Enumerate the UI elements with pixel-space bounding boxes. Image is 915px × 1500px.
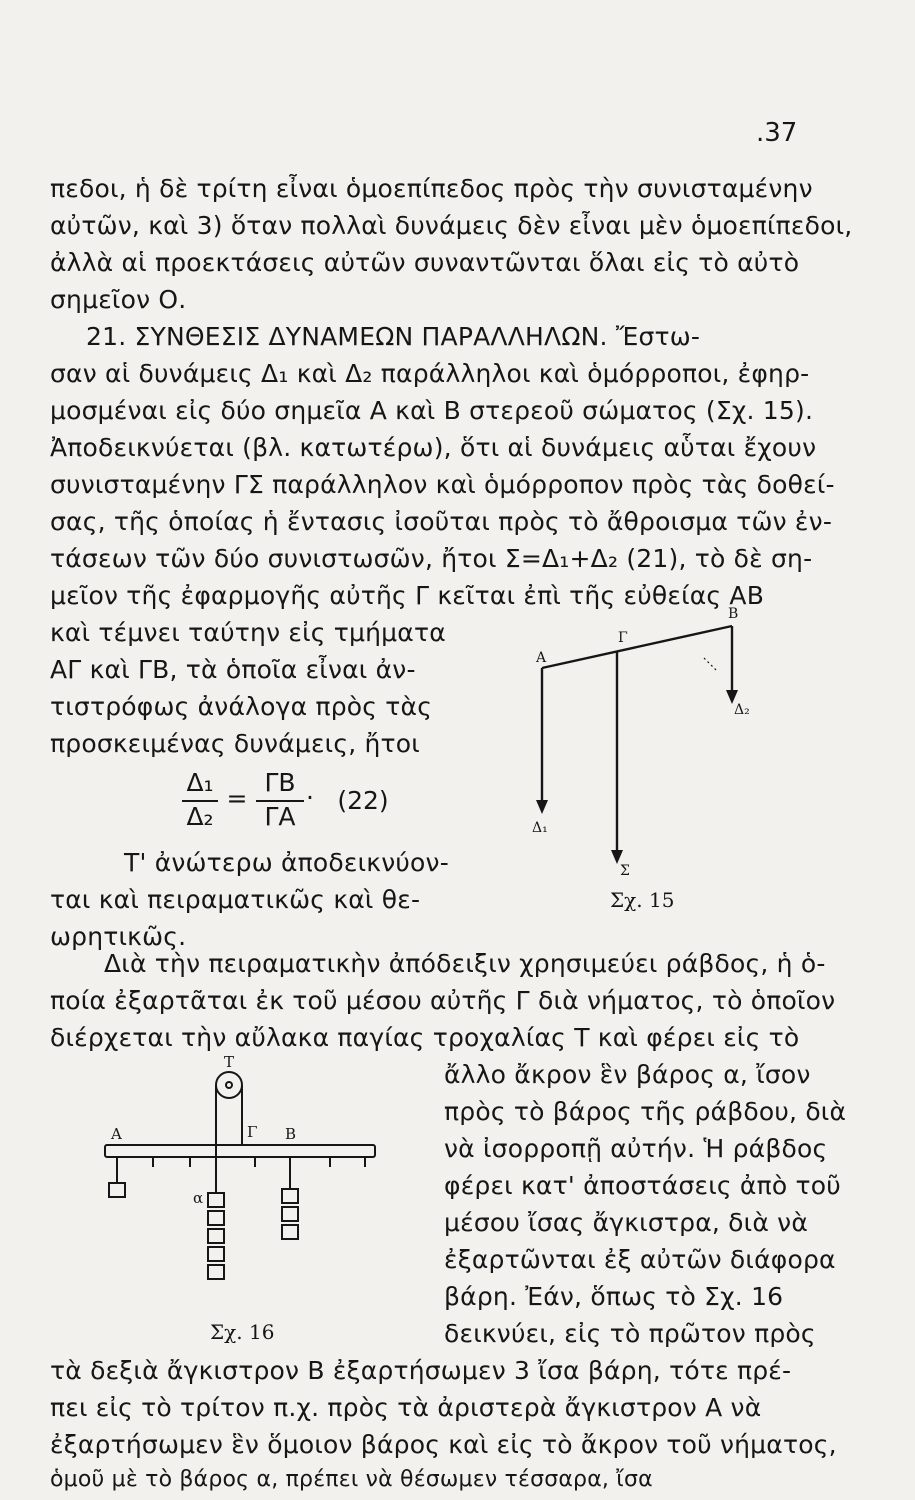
weight-string-2 (208, 1229, 224, 1243)
text-line: ἄλλο ἄκρον ἓν βάρος α, ἴσον (444, 1060, 811, 1089)
fig15-label-S: Σ (620, 863, 630, 879)
text-line: σαν αἱ δυνάμεις Δ₁ καὶ Δ₂ παράλληλοι καὶ ὁμόρροποι, ἐφηρ- (50, 359, 810, 388)
fig16-label-B: Β (285, 1125, 297, 1143)
fig16-label-G: Γ (247, 1123, 258, 1141)
rod (105, 1145, 375, 1157)
fig15-caption: Σχ. 15 (610, 888, 675, 912)
weight-right-2 (282, 1207, 298, 1221)
weight-right-3 (282, 1225, 298, 1239)
text-line: σας, τῆς ὁποίας ἡ ἔντασις ἰσοῦται πρὸς τὸ ἄθροισμα τῶν ἐν- (50, 507, 833, 536)
text-line: ἀλλὰ αἱ προεκτάσεις αὐτῶν συναντῶνται ὅλαι εἰς τὸ αὐτὸ (50, 248, 800, 277)
text-line: ΑΓ καὶ ΓΒ, τὰ ὁποῖα εἶναι ἀν- (50, 655, 416, 684)
text-line: τάσεων τῶν δύο συνιστωσῶν, ἤτοι Σ=Δ₁+Δ₂ (21), τὸ δὲ ση- (50, 544, 813, 573)
weight-left (109, 1183, 125, 1197)
formula-right-denominator: ΓΑ (264, 802, 296, 831)
formula-period: . (306, 776, 314, 805)
section-heading: 21. ΣΥΝΘΕΣΙΣ ΔΥΝΑΜΕΩΝ ΠΑΡΑΛΛΗΛΩΝ. Ἔστω- (86, 322, 701, 351)
text-line: μέσου ἴσας ἄγκιστρα, διὰ νὰ (444, 1208, 809, 1237)
weight-right-1 (282, 1189, 298, 1203)
text-line: μοσμέναι εἰς δύο σημεῖα Α καὶ Β στερεοῦ σώματος (Σχ. 15). (50, 396, 814, 425)
text-line: προσκειμένας δυνάμεις, ἤτοι (50, 729, 420, 758)
arrow-D1 (536, 800, 548, 814)
text-line: Ἀποδεικνύεται (βλ. κατωτέρω), ὅτι αἱ δυνάμεις αὗται ἔχουν (50, 433, 817, 462)
fig16-label-a: α (193, 1189, 204, 1207)
text-line: ἐξαρτῶνται ἐξ αὐτῶν διάφορα (444, 1245, 836, 1274)
fig15-label-G: Γ (618, 630, 628, 646)
text-line: διέρχεται τὴν αὔλακα παγίας τροχαλίας Τ καὶ φέρει εἰς τὸ (50, 1023, 800, 1052)
formula-left-numerator: Δ₁ (186, 768, 214, 797)
text-line: μεῖον τῆς ἐφαρμογῆς αὐτῆς Γ κεῖται ἐπὶ τῆς εὐθείας ΑΒ (50, 581, 765, 610)
fig16-label-A: Α (111, 1125, 122, 1143)
fig15-label-B: Β (728, 606, 739, 622)
text-line: πρὸς τὸ βάρος τῆς ράβδου, διὰ (444, 1097, 847, 1126)
text-line: σημεῖον Ο. (50, 285, 187, 314)
weight-a (208, 1193, 224, 1207)
text-line: ποία ἐξαρτᾶται ἐκ τοῦ μέσου αὐτῆς Γ διὰ νήματος, τὸ ὁποῖον (50, 986, 836, 1015)
fig15-label-D2: Δ₂ (734, 702, 750, 718)
text-line: βάρη. Ἐάν, ὅπως τὸ Σχ. 16 (444, 1282, 784, 1311)
text-line: ὁμοῦ μὲ τὸ βάρος α, πρέπει νὰ θέσωμεν τέσσαρα, ἴσα (50, 1467, 653, 1492)
weight-string-4 (208, 1265, 224, 1279)
text-line: αὐτῶν, καὶ 3) ὅταν πολλαὶ δυνάμεις δὲν εἶναι μὲν ὁμοεπίπεδοι, (50, 211, 853, 240)
text-line: δεικνύει, εἰς τὸ πρῶτον πρὸς (444, 1319, 816, 1348)
formula-equals: = (226, 784, 248, 813)
text-line: πεδοι, ἡ δὲ τρίτη εἶναι ὁμοεπίπεδος πρὸς τὴν συνισταμένην (50, 174, 813, 203)
fig16-caption: Σχ. 16 (210, 1320, 275, 1344)
text-line: τὰ δεξιὰ ἄγκιστρον Β ἐξαρτήσωμεν 3 ἴσα βάρη, τότε πρέ- (50, 1356, 792, 1385)
text-line: φέρει κατ' ἀποστάσεις ἀπὸ τοῦ (444, 1171, 841, 1200)
text-line: τιστρόφως ἀνάλογα πρὸς τὰς (50, 692, 433, 721)
page-number: .37 (756, 118, 798, 148)
text-line: Διὰ τὴν πειραματικὴν ἀπόδειξιν χρησιμεύει ράβδος, ἡ ὁ- (104, 949, 826, 978)
formula-number: (22) (337, 786, 389, 815)
fig15-label-A: Α (536, 650, 547, 666)
rod-AB (542, 626, 732, 668)
text-line: ἐξαρτήσωμεν ἓν ὅμοιον βάρος καὶ εἰς τὸ ἄκρον τοῦ νήματος, (50, 1430, 837, 1459)
fig16-label-T: Τ (224, 1055, 235, 1071)
fig15-label-D1: Δ₁ (532, 820, 548, 836)
arrow-S (611, 850, 623, 864)
text-line: ται καὶ πειραματικῶς καὶ θε- (50, 885, 421, 914)
text-line: Τ' ἀνώτερω ἀποδεικνύον- (124, 848, 449, 877)
formula-22 (180, 768, 440, 830)
dotted-mark (704, 658, 716, 670)
figure-16 (95, 1055, 385, 1295)
text-line: νὰ ἰσορροπῇ αὐτήν. Ἡ ράβδος (444, 1134, 828, 1163)
text-line: καὶ τέμνει ταύτην εἰς τμήματα (50, 618, 446, 647)
weight-string-1 (208, 1211, 224, 1225)
weight-string-3 (208, 1247, 224, 1261)
formula-left-denominator: Δ₂ (186, 802, 214, 831)
formula-right-numerator: ΓΒ (264, 768, 296, 797)
text-line: πει εἰς τὸ τρίτον π.χ. πρὸς τὰ ἀριστερὰ ἄγκιστρον Α νὰ (50, 1393, 762, 1422)
text-line: ωρητικῶς. (50, 922, 187, 951)
figure-15 (520, 600, 780, 890)
pulley-T (216, 1072, 242, 1098)
pulley-axle (226, 1082, 232, 1088)
text-line: συνισταμένην ΓΣ παράλληλον καὶ ὁμόρροπον πρὸς τὰς δοθεί- (50, 470, 835, 499)
